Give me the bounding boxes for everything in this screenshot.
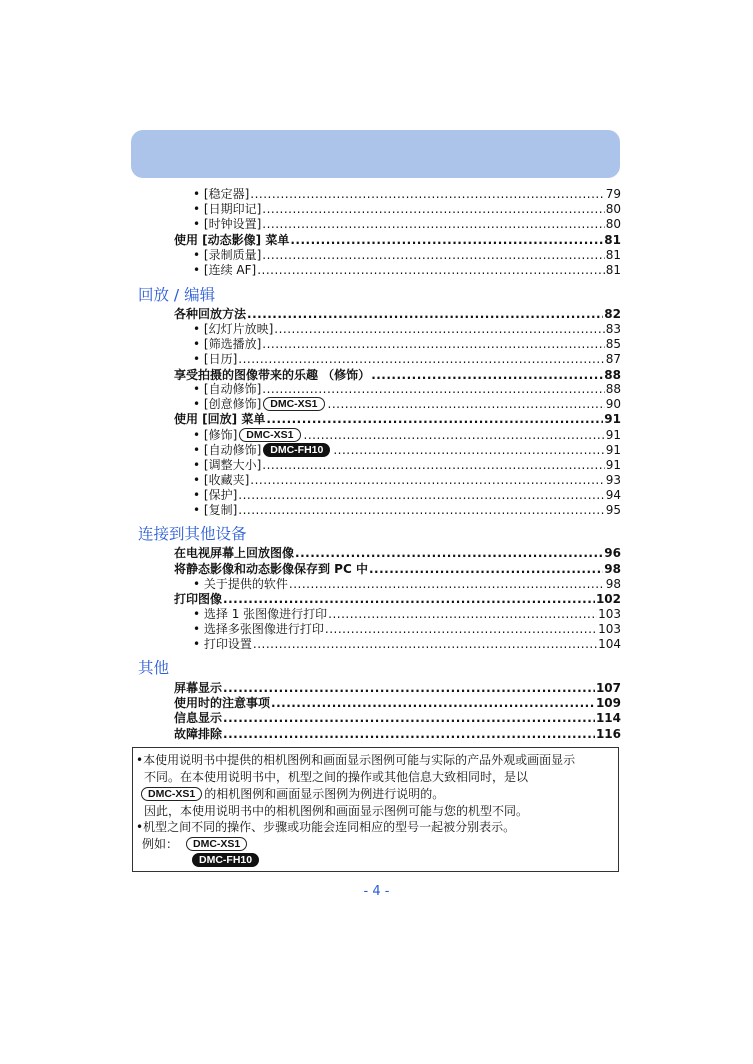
leader-dots	[289, 577, 605, 591]
toc-entry-label	[174, 727, 222, 741]
note-text: •本使用说明书中提供的相机图例和画面显示图例可能与实际的产品外观或画面显示	[136, 753, 576, 767]
model-badge: DMC-XS1	[239, 428, 300, 442]
toc-entry-label	[174, 307, 246, 321]
note-text: 的相机图例和画面显示图例为例进行说明的。	[204, 787, 445, 801]
leader-dots	[238, 488, 604, 502]
toc-entry-label	[193, 503, 237, 517]
toc-entry-label	[193, 637, 252, 651]
toc-entry-text: 使用 [回放] 菜单	[174, 412, 266, 426]
toc-page-number: 81	[604, 233, 621, 247]
toc-entry-text: 使用 [动态影像] 菜单	[174, 233, 290, 247]
example-line	[142, 836, 249, 852]
toc-entry[interactable]	[193, 396, 621, 411]
note-line	[144, 803, 528, 819]
toc-entry[interactable]	[193, 487, 621, 502]
toc-page-number: 107	[595, 681, 621, 695]
toc-entry-label	[193, 202, 261, 216]
leader-dots	[262, 458, 604, 472]
toc-page-number: 88	[605, 382, 621, 396]
example-line	[190, 853, 261, 867]
toc-page-number: 98	[605, 577, 621, 591]
toc-entry-label	[193, 337, 261, 351]
note-line	[136, 752, 575, 768]
toc-page-number: 79	[605, 187, 621, 201]
toc-entry[interactable]	[193, 262, 621, 277]
section-heading: 回放 / 编辑	[138, 286, 216, 304]
toc-entry-text: 各种回放方法	[174, 307, 247, 321]
toc-entry[interactable]	[174, 367, 621, 382]
toc-entry-text: • [时钟设置]	[193, 217, 262, 231]
toc-page-number: 81	[605, 248, 621, 262]
model-badge-xs1: DMC-XS1	[141, 787, 202, 801]
toc-entry[interactable]	[193, 216, 621, 231]
toc-page-number: 91	[605, 428, 621, 442]
toc-entry-label	[193, 248, 261, 262]
toc-page-number: 80	[605, 202, 621, 216]
toc-entry[interactable]	[174, 545, 621, 560]
note-text: 因此，本使用说明书中的相机图例和画面显示图例可能与您的机型不同。	[144, 804, 529, 818]
toc-page-number: 91	[605, 458, 621, 472]
leader-dots	[257, 263, 605, 277]
toc-page-number: 103	[598, 622, 621, 636]
toc-entry-label	[174, 412, 265, 426]
toc-entry[interactable]	[193, 247, 621, 262]
toc-page-number: 114	[595, 711, 621, 725]
toc-page-number: 83	[605, 322, 621, 336]
toc-page-number: 81	[605, 263, 621, 277]
toc-entry-text: • [筛选播放]	[193, 337, 262, 351]
header-band	[131, 130, 620, 178]
toc-entry-label	[174, 592, 222, 606]
leader-dots	[253, 637, 597, 651]
toc-entry-label	[174, 681, 222, 695]
toc-entry-text: 屏幕显示	[174, 681, 223, 695]
toc-entry-label	[193, 382, 261, 396]
toc-page-number: 109	[595, 696, 621, 710]
toc-entry[interactable]	[193, 457, 621, 472]
toc-entry-text: • [录制质量]	[193, 248, 262, 262]
note-text: 不同。在本使用说明书中，机型之间的操作或其他信息大致相同时，是以	[144, 770, 529, 784]
toc-page-number: 103	[598, 607, 621, 621]
toc-entry-text: 使用时的注意事项	[174, 696, 271, 710]
toc-page-number: 116	[595, 727, 621, 741]
toc-page-number: 91	[604, 412, 621, 426]
leader-dots	[238, 503, 604, 517]
toc-entry[interactable]	[193, 351, 621, 366]
toc-entry-text: 在电视屏幕上回放图像	[174, 546, 295, 560]
leader-dots	[262, 217, 604, 231]
toc-page-number: 82	[604, 307, 621, 321]
toc-entry-label	[193, 428, 303, 442]
toc-entry-text: • 打印设置	[193, 637, 252, 651]
leader-dots	[266, 412, 603, 426]
leader-dots	[223, 711, 595, 725]
toc-entry-label	[174, 562, 368, 576]
toc-entry[interactable]	[193, 472, 621, 487]
toc-entry-label	[193, 577, 288, 591]
toc-entry[interactable]	[193, 606, 621, 621]
note-line	[144, 769, 528, 785]
leader-dots	[371, 368, 603, 382]
toc-page-number: 87	[605, 352, 621, 366]
toc-page-number: 91	[605, 443, 621, 457]
toc-entry-label	[193, 322, 273, 336]
toc-entry[interactable]	[174, 561, 621, 576]
toc-page-number: 102	[595, 592, 621, 606]
toc-entry-text: • [日历]	[193, 352, 238, 366]
toc-entry-label	[193, 217, 261, 231]
toc-entry-label	[174, 711, 222, 725]
toc-entry-text: • 关于提供的软件	[193, 577, 288, 591]
toc-entry[interactable]	[174, 232, 621, 247]
leader-dots	[274, 322, 604, 336]
toc-page-number: 80	[605, 217, 621, 231]
notes-box	[132, 747, 619, 872]
toc-entry-label	[193, 443, 332, 457]
leader-dots	[262, 337, 604, 351]
toc-entry[interactable]	[193, 636, 621, 651]
note-line	[139, 786, 444, 802]
example-label: 例如：	[142, 837, 179, 851]
toc-page-number: 93	[605, 473, 621, 487]
toc-page-number: 96	[604, 546, 621, 560]
toc-page-number: 95	[605, 503, 621, 517]
toc-entry-text: 将静态影像和动态影像保存到 PC 中	[174, 562, 368, 576]
toc-entry[interactable]	[193, 442, 621, 457]
toc-entry-label	[174, 233, 289, 247]
toc-entry-label	[193, 263, 256, 277]
toc-entry-text: • [复制]	[193, 503, 238, 517]
toc-page-number: 85	[605, 337, 621, 351]
toc-entry[interactable]	[193, 321, 621, 336]
leader-dots	[333, 443, 604, 457]
toc-entry-text: 信息显示	[174, 711, 223, 725]
toc-entry-text: 打印图像	[174, 592, 223, 606]
toc-entry-text: • [调整大小]	[193, 458, 262, 472]
leader-dots	[262, 248, 604, 262]
toc-entry-text: • [保护]	[193, 488, 238, 502]
toc-entry-label	[193, 488, 237, 502]
model-badge: DMC-XS1	[263, 397, 324, 411]
toc-entry[interactable]	[174, 710, 621, 725]
leader-dots	[223, 681, 595, 695]
section-heading: 其他	[138, 659, 170, 677]
model-badge-xs1: DMC-XS1	[186, 837, 247, 851]
toc-entry[interactable]	[193, 621, 621, 636]
toc-page-number: 94	[605, 488, 621, 502]
toc-entry-text: • [修饰]	[193, 428, 238, 442]
toc-entry[interactable]	[174, 306, 621, 321]
note-text: •机型之间不同的操作、步骤或功能会连同相应的型号一起被分别表示。	[136, 820, 516, 834]
leader-dots	[271, 696, 595, 710]
page-number: - 4 -	[363, 884, 390, 899]
toc-entry[interactable]	[174, 591, 621, 606]
toc-entry[interactable]	[174, 680, 621, 695]
leader-dots	[250, 473, 604, 487]
toc-entry-label	[174, 546, 294, 560]
leader-dots	[295, 546, 603, 560]
toc-entry[interactable]	[193, 336, 621, 351]
leader-dots	[328, 397, 605, 411]
toc-page-number: 104	[598, 637, 621, 651]
toc-entry-text: • [幻灯片放映]	[193, 322, 274, 336]
toc-entry-label	[174, 368, 370, 382]
toc-entry[interactable]	[174, 726, 621, 741]
toc-entry[interactable]	[193, 186, 621, 201]
toc-entry-text: • [连续 AF]	[193, 263, 257, 277]
toc-entry-text: • [自动修饰]	[193, 443, 262, 457]
toc-entry-text: • [稳定器]	[193, 187, 250, 201]
leader-dots	[262, 382, 604, 396]
leader-dots	[290, 233, 603, 247]
toc-entry-label	[193, 397, 327, 411]
leader-dots	[304, 428, 605, 442]
section-heading: 连接到其他设备	[138, 525, 247, 543]
toc-entry[interactable]	[193, 201, 621, 216]
toc-entry-text: • 选择 1 张图像进行打印	[193, 607, 328, 621]
leader-dots	[250, 187, 604, 201]
model-badge: DMC-FH10	[263, 443, 330, 457]
toc-entry-label	[193, 458, 261, 472]
toc-entry-label	[174, 696, 270, 710]
toc-entry-label	[193, 473, 249, 487]
toc-entry-label	[193, 187, 249, 201]
toc-entry[interactable]	[193, 427, 621, 442]
leader-dots	[328, 607, 597, 621]
note-line	[136, 819, 515, 835]
leader-dots	[223, 727, 595, 741]
leader-dots	[369, 562, 603, 576]
leader-dots	[325, 622, 597, 636]
toc-entry[interactable]	[193, 576, 621, 591]
toc-entry-text: • [创意修饰]	[193, 397, 262, 411]
toc-entry[interactable]	[174, 695, 621, 710]
toc-entry-text: 故障排除	[174, 727, 223, 741]
toc-entry-label	[193, 352, 237, 366]
toc-entry-text: • 选择多张图像进行打印	[193, 622, 324, 636]
toc-entry-text: • [收藏夹]	[193, 473, 250, 487]
toc-entry[interactable]	[193, 502, 621, 517]
leader-dots	[262, 202, 604, 216]
toc-entry[interactable]	[193, 381, 621, 396]
model-badge-fh10: DMC-FH10	[192, 853, 259, 867]
toc-entry-text: • [日期印记]	[193, 202, 262, 216]
toc-entry-label	[193, 622, 324, 636]
toc-entry-text: 享受拍摄的图像带来的乐趣 （修饰）	[174, 368, 371, 382]
toc-entry-label	[193, 607, 327, 621]
toc-entry-text: • [自动修饰]	[193, 382, 262, 396]
leader-dots	[223, 592, 595, 606]
leader-dots	[247, 307, 603, 321]
leader-dots	[238, 352, 604, 366]
toc-entry[interactable]	[174, 411, 621, 426]
toc-page-number: 98	[604, 562, 621, 576]
toc-page-number: 88	[604, 368, 621, 382]
toc-page-number: 90	[605, 397, 621, 411]
